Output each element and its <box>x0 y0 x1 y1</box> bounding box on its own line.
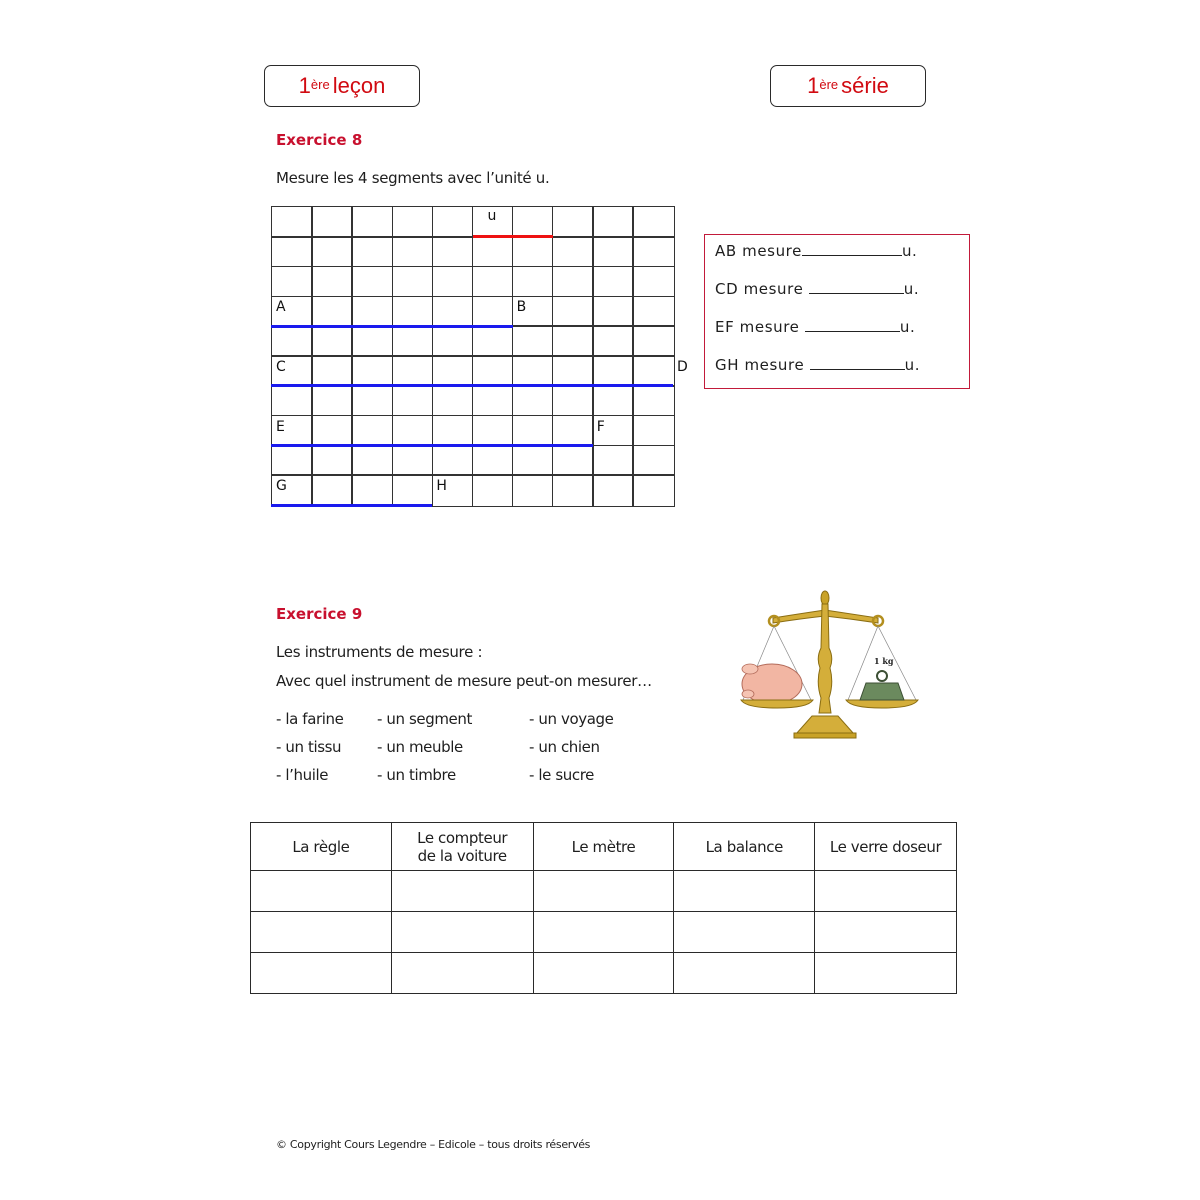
item-un-meuble: - un meuble <box>377 738 463 756</box>
point-label-d: D <box>677 359 688 375</box>
copyright-footer: © Copyright Cours Legendre – Edicole – tous droits réservés <box>276 1138 591 1151</box>
unit-label: u <box>487 208 497 224</box>
table-cell[interactable] <box>815 953 957 994</box>
lesson-number: 1 <box>298 73 311 98</box>
series-number: 1 <box>807 73 820 98</box>
table-cell[interactable] <box>674 871 815 912</box>
item-un-chien: - un chien <box>529 738 600 756</box>
table-header-cell: La règle <box>251 823 392 871</box>
answer-ab-input[interactable] <box>802 242 902 256</box>
item-la-farine: - la farine <box>276 710 344 728</box>
lesson-tag <box>264 65 420 107</box>
table-row <box>251 912 957 953</box>
answer-cd: CD mesure u. <box>715 280 920 298</box>
table-cell[interactable] <box>533 912 674 953</box>
segment-ab <box>271 325 513 328</box>
table-header-cell: Le mètre <box>533 823 674 871</box>
exercise-9-title: Exercice 9 <box>276 605 363 623</box>
item-un-timbre: - un timbre <box>377 766 456 784</box>
item-un-tissu: - un tissu <box>276 738 342 756</box>
weight-label: 1 kg <box>874 656 894 666</box>
grid-line-horizontal <box>272 474 674 476</box>
measurement-grid <box>271 206 688 507</box>
table-cell[interactable] <box>391 871 533 912</box>
point-label-a: A <box>276 299 286 316</box>
table-cell[interactable] <box>251 912 392 953</box>
series-label: série <box>841 73 889 98</box>
exercise-9-question: Avec quel instrument de mesure peut-on mesurer… <box>276 672 652 690</box>
point-label-b: B <box>516 299 527 316</box>
table-header-row <box>251 823 957 871</box>
answer-gh: GH mesure u. <box>715 356 921 374</box>
lesson-label: leçon <box>332 73 386 98</box>
table-cell[interactable] <box>674 912 815 953</box>
table-header-cell: Le compteur de la voiture <box>391 823 533 871</box>
item-l-huile: - l’huile <box>276 766 329 784</box>
grid-line-horizontal <box>272 296 674 298</box>
unit-segment <box>473 235 553 238</box>
item-un-segment: - un segment <box>377 710 472 728</box>
segment-cd <box>271 384 674 387</box>
series-ordinal: ère <box>819 76 839 92</box>
table-cell[interactable] <box>251 871 392 912</box>
grid-line-horizontal <box>272 355 674 357</box>
table-cell[interactable] <box>815 871 957 912</box>
series-tag <box>770 65 926 107</box>
table-row <box>251 871 957 912</box>
answer-gh-input[interactable] <box>810 356 905 370</box>
table-cell[interactable] <box>391 953 533 994</box>
point-label-c: C <box>276 359 286 375</box>
table-cell[interactable] <box>674 953 815 994</box>
grid-line-horizontal <box>272 266 674 268</box>
point-label-g: G <box>276 478 287 495</box>
item-un-voyage: - un voyage <box>529 710 614 728</box>
table-row <box>251 953 957 994</box>
point-label-f: F <box>596 418 605 435</box>
point-label-h: H <box>436 478 447 495</box>
instruments-table <box>250 822 957 994</box>
answer-ef: EF mesure u. <box>715 318 916 336</box>
lesson-ordinal: ère <box>310 76 330 92</box>
point-label-e: E <box>276 418 285 435</box>
table-cell[interactable] <box>533 953 674 994</box>
table-cell[interactable] <box>251 953 392 994</box>
table-body <box>251 871 957 994</box>
table-cell[interactable] <box>391 912 533 953</box>
table-header-cell: La balance <box>674 823 815 871</box>
exercise-8-title: Exercice 8 <box>276 131 363 149</box>
answer-box <box>704 234 970 389</box>
answer-ab: AB mesure u. <box>715 242 918 260</box>
item-le-sucre: - le sucre <box>529 766 594 784</box>
table-header-cell: Le verre doseur <box>815 823 957 871</box>
segment-ef <box>271 444 593 447</box>
exercise-8-instruction: Mesure les 4 segments avec l’unité u. <box>276 169 550 187</box>
segment-gh <box>271 504 433 507</box>
answer-ef-input[interactable] <box>805 318 900 332</box>
table-cell[interactable] <box>533 871 674 912</box>
balance-scale-illustration <box>728 588 924 740</box>
exercise-9-intro: Les instruments de mesure : <box>276 643 483 661</box>
table-cell[interactable] <box>815 912 957 953</box>
grid-line-horizontal <box>272 415 674 417</box>
answer-cd-input[interactable] <box>809 280 904 294</box>
